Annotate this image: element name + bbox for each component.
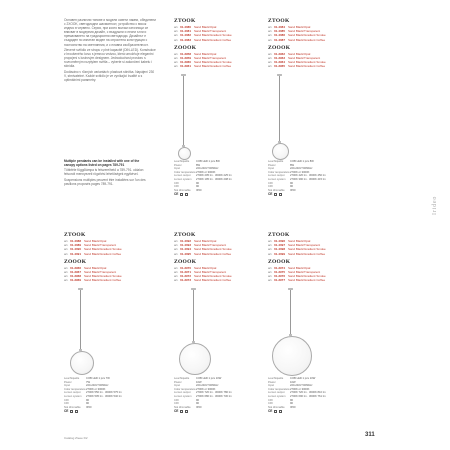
brand-label: ZOOOK — [64, 258, 87, 265]
article-row: art. 01-4098 Sand Black/Gradient Smoke — [268, 247, 326, 252]
spec-table-1: Leuchtquelle COB LED 1 pcs 8W Power 8W Input 220-240V 50/60Hz Color temperature 2700K or 3000K Lumen output 2700K 205 lm · 3000K 225 lm Lumen system 2700K 195 lm · 3000K 208 lm CRI 90 CRI 90 Not dimmable IP20 CE — [174, 160, 260, 196]
article-row: art. 01-3975 Sand Black/Transparent — [268, 270, 321, 275]
article-row: art. 01-3972 Sand Black/Gradient Smoke — [174, 274, 232, 279]
article-row: art. 01-4097 Sand Black/Transparent — [268, 243, 321, 248]
article-row: art. 01-3967 Sand Black/Transparent — [64, 270, 117, 275]
article-row: art. 01-3965 Sand Black/Gradient Coffee — [268, 64, 326, 69]
multiple-pendants-text-2: Suspensions multiples peuvent être installées sur l'un des pavillons proposés pages 789-791. — [64, 177, 146, 186]
article-list — [268, 25, 354, 42]
article-row: art. 01-3974 Sand Black/Opal — [268, 265, 311, 270]
product-column-2 — [268, 18, 354, 69]
intro-paragraph-3: Dodáváno v různých variantách: plastová stínítka. Napájení 230 V, stmívatelné. Každé svítidlo je ve vynikající kvalitě a s optimálními parametry. — [64, 69, 155, 82]
lamp-cable — [80, 290, 81, 350]
ip-icon — [185, 410, 188, 413]
brand-label: ZTOOK — [174, 232, 196, 238]
class-icon — [274, 193, 277, 196]
certification-marks — [268, 193, 354, 197]
product-column-4 — [174, 232, 260, 283]
ce-mark: CE — [174, 408, 179, 413]
article-row: art. 01-4093 Sand Black/Transparent — [174, 243, 227, 248]
pendant-lamp-medium — [64, 288, 98, 376]
class-icon — [274, 410, 277, 413]
article-row: art. 01-3973 Sand Black/Gradient Coffee — [174, 278, 232, 283]
multiple-pendants-note — [64, 159, 149, 187]
lamp-globe — [272, 143, 289, 160]
brand-label: ZTOOK — [64, 232, 86, 238]
article-row: art. 01-4089 Sand Black/Transparent — [64, 243, 117, 248]
article-row: art. 01-4081 Sand Black/Transparent — [174, 29, 227, 34]
lamp-cable — [193, 290, 194, 342]
article-row: art. 01-3958 Sand Black/Opal — [174, 51, 217, 56]
brand-label: ZTOOK — [268, 18, 290, 24]
spec-table-5: Leuchtquelle COB LED 1 pcs 10W Power 10W Input 220-240V 50/60Hz Color temperature 2700K or 3000K Lumen output 2700K 720 lm · 3000K 810 lm Lumen system 2700K 690 lm · 3000K 761 lm CRI 90 CRI 90 Not dimmable IP20 CE — [268, 377, 354, 413]
article-row: art. 01-3962 Sand Black/Opal — [268, 51, 311, 56]
brand-label: ZOOOK — [174, 44, 197, 51]
article-row: art. 01-4080 Sand Black/Opal — [174, 25, 217, 29]
spec-table-2: Leuchtquelle COB LED 1 pcs 8W Power 8W Input 220-240V 50/60Hz Color temperature 2700K or 3000K Lumen output 2700K 420 lm · 3000K 450 lm Lumen system 2700K 390 lm · 3000K 415 lm CRI 90 CRI 90 Not dimmable IP20 CE — [268, 160, 354, 196]
brand-label: ZOOOK — [268, 44, 291, 51]
brand-label: ZTOOK — [174, 18, 196, 24]
ip-icon — [185, 193, 188, 196]
article-row: art. 01-3961 Sand Black/Gradient Coffee — [174, 64, 232, 69]
article-row: art. 01-3960 Sand Black/Gradient Smoke — [174, 60, 232, 65]
brand-label: ZOOOK — [268, 258, 291, 265]
pendant-lamp-large — [174, 288, 214, 376]
certification-marks — [64, 410, 150, 414]
pendant-lamp-small — [174, 74, 194, 160]
article-row: art. 01-4091 Sand Black/Gradient Coffee — [64, 251, 122, 256]
class-icon — [70, 410, 73, 413]
ce-mark: CE — [174, 191, 179, 196]
lamp-cable — [290, 290, 291, 335]
article-row: art. 01-4094 Sand Black/Gradient Smoke — [174, 247, 232, 252]
certification-marks — [174, 193, 260, 197]
article-row: art. 01-3968 Sand Black/Gradient Smoke — [64, 274, 122, 279]
article-row: art. 01-3969 Sand Black/Gradient Coffee — [64, 278, 122, 283]
brand-label: ZTOOK — [268, 232, 290, 238]
article-row: art. 01-4090 Sand Black/Gradient Smoke — [64, 247, 122, 252]
article-row: art. 01-3977 Sand Black/Gradient Coffee — [268, 278, 326, 283]
product-column-5 — [268, 232, 354, 283]
certification-marks — [174, 410, 260, 414]
article-list — [174, 266, 260, 283]
ip-icon — [279, 410, 282, 413]
article-list — [174, 25, 260, 42]
article-row: art. 01-4088 Sand Black/Opal — [64, 239, 107, 243]
certification-marks — [268, 410, 354, 414]
lamp-globe — [272, 336, 312, 376]
article-list — [64, 239, 150, 256]
ce-mark: CE — [64, 408, 69, 413]
article-row: art. 01-4085 Sand Black/Transparent — [268, 29, 321, 34]
page-number: 311 — [365, 432, 375, 438]
article-row: art. 01-4082 Sand Black/Gradient Smoke — [174, 33, 232, 38]
multiple-pendants-text-1: Többféle függőlámpa is felszerelhető a 789-791. oldalon felsorolt mennyezeti rögzítési lehetőségek egyikével. — [64, 168, 144, 177]
article-row: art. 01-3963 Sand Black/Transparent — [268, 56, 321, 61]
article-row: art. 01-4086 Sand Black/Gradient Smoke — [268, 33, 326, 38]
article-row: art. 01-4096 Sand Black/Opal — [268, 239, 311, 243]
article-list — [268, 266, 354, 283]
article-row: art. 01-4095 Sand Black/Gradient Coffee — [174, 251, 232, 256]
intro-text — [64, 18, 156, 83]
spec-table-3: Leuchtquelle COB LED 1 pcs 7W Power 7W Input 220-240V 50/60Hz Color temperature 2700K or 3000K Lumen output 2700K 550 lm · 3000K 575 lm Lumen system 2700K 505 lm · 3000K 540 lm CRI 90 CRI 90 Not dimmable IP20 CE — [64, 377, 150, 413]
side-brand-label: Irideo — [432, 195, 438, 215]
intro-paragraph-2: Zlevené svítidlo ze stropu v plné kapacitě (DIN-LED). Konstrukce z broušeného kovu s jemnou vrstvou, která umožňuje elegantní propojení s lustrovým designem. Jednoduchost prostoru s rovnoměrným rozptylem světla – vyberte si zakončení kabelu i stínidla. — [64, 47, 156, 69]
lamp-globe — [179, 343, 211, 375]
article-row: art. 01-3966 Sand Black/Opal — [64, 265, 107, 270]
brand-label: ZOOOK — [174, 258, 197, 265]
article-row: art. 01-4099 Sand Black/Gradient Coffee — [268, 251, 326, 256]
article-row: art. 01-4083 Sand Black/Gradient Coffee — [174, 37, 232, 42]
footer-catalog-label: Catalog Zteee D2 — [64, 436, 88, 440]
article-row: art. 01-3964 Sand Black/Gradient Smoke — [268, 60, 326, 65]
product-column-1 — [174, 18, 260, 69]
spec-table-4: Leuchtquelle COB LED 1 pcs 10W Power 10W Input 220-240V 50/60Hz Color temperature 2700K or 3000K Lumen output 2700K 720 lm · 3000K 780 lm Lumen system 2700K 680 lm · 3000K 730 lm CRI 90 CRI 90 Not dimmable IP20 CE — [174, 377, 260, 413]
pendant-lamp-medium — [268, 74, 292, 160]
ce-mark: CE — [268, 191, 273, 196]
lamp-cable — [183, 76, 184, 146]
ip-icon — [279, 193, 282, 196]
article-row: art. 01-3970 Sand Black/Opal — [174, 265, 217, 270]
article-row: art. 01-4087 Sand Black/Gradient Coffee — [268, 37, 326, 42]
article-list — [174, 239, 260, 256]
article-row: art. 01-4092 Sand Black/Opal — [174, 239, 217, 243]
article-row: art. 01-3959 Sand Black/Transparent — [174, 56, 227, 61]
class-icon — [180, 193, 183, 196]
class-icon — [180, 410, 183, 413]
article-row: art. 01-4084 Sand Black/Opal — [268, 25, 311, 29]
article-list — [64, 266, 150, 283]
lamp-globe — [70, 351, 94, 375]
lamp-cable — [279, 76, 280, 142]
article-list — [174, 52, 260, 69]
article-list — [268, 52, 354, 69]
article-list — [268, 239, 354, 256]
lamp-globe — [178, 147, 191, 160]
intro-paragraph-1: Основен различни типове и модели освети лампи, обединени с 2XOOK, светодиодни шахматност, устройство с висок индекс в червено. Серия, при която всички източници се вписват в модерния дизайн, с въздушни и лесни ъгли и премахването на традиционни светодиоди. Дизайнът е създаден по изпитан модел на опростена конструкция с постоянство на светлинния, и с плавна изобразителност. — [64, 18, 156, 47]
ip-icon — [75, 410, 78, 413]
pendant-lamp-extra-large — [268, 288, 314, 376]
article-row: art. 01-3971 Sand Black/Transparent — [174, 270, 227, 275]
article-row: art. 01-3976 Sand Black/Gradient Smoke — [268, 274, 326, 279]
ce-mark: CE — [268, 408, 273, 413]
product-column-3 — [64, 232, 150, 283]
multiple-pendants-title: Multiple pendants can be installed with one of the canopy options listed on pages 789-791 — [64, 159, 140, 168]
